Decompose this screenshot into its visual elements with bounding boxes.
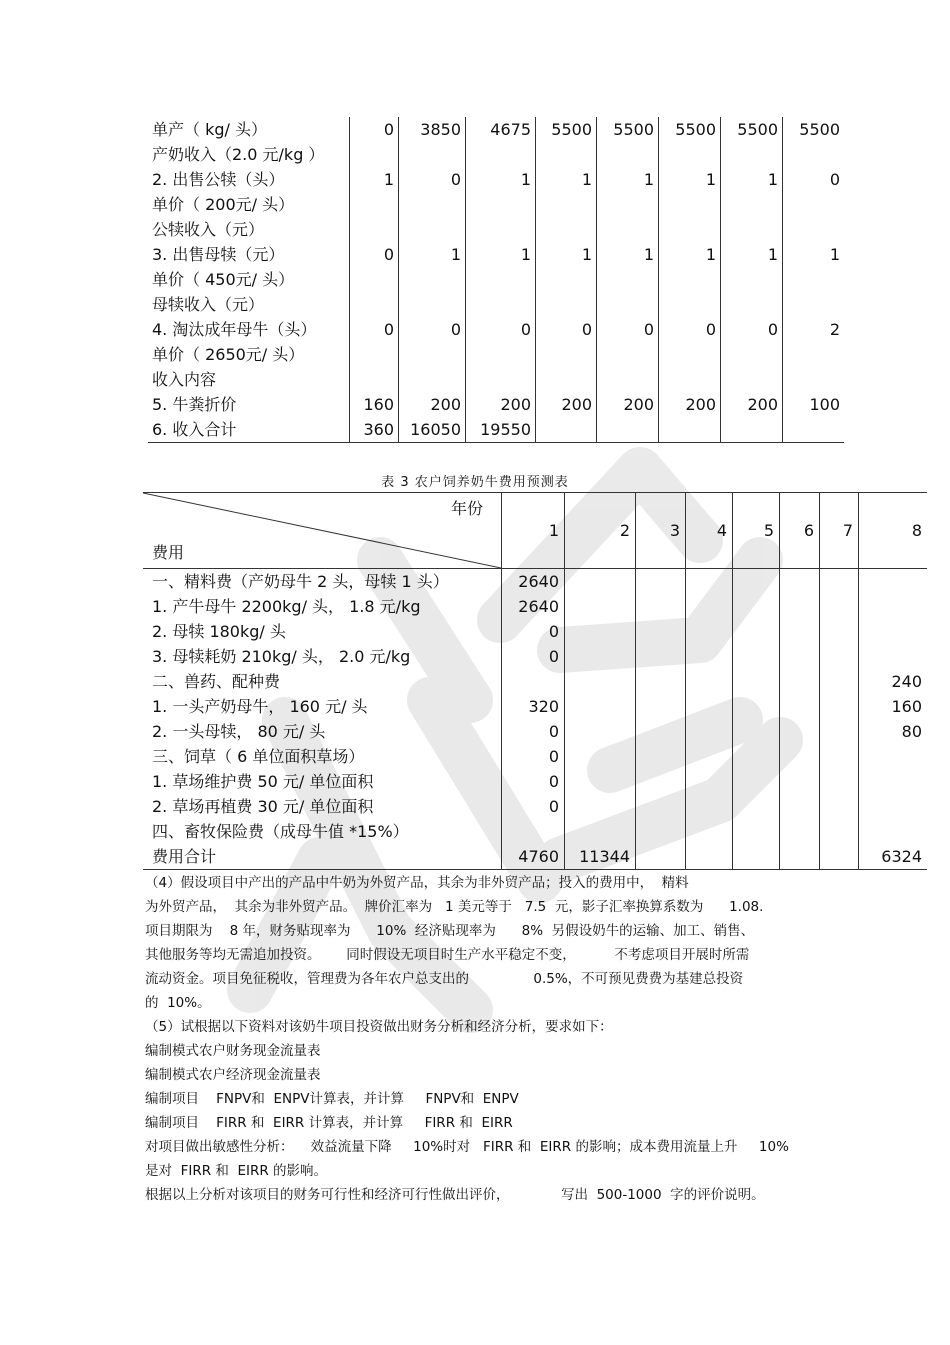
cost-cell (565, 769, 636, 794)
cost-cell (859, 819, 928, 844)
income-cell (466, 192, 536, 217)
income-cell: 200 (399, 392, 466, 417)
income-cell (597, 367, 659, 392)
cost-row-label: 三、饲草（ 6 单位面积草场） (152, 747, 365, 766)
income-cell: 0 (399, 317, 466, 342)
income-cell (783, 267, 845, 292)
cost-cell (859, 619, 928, 644)
cost-table-caption: 表 3 农户饲养奶牛费用预测表 (381, 475, 569, 490)
cost-row (143, 769, 927, 794)
year-header-cell: 1 (502, 493, 565, 569)
income-cell (536, 367, 597, 392)
cost-cell (859, 594, 928, 619)
cost-cell (820, 669, 859, 694)
income-cell (597, 417, 659, 443)
income-cell: 200 (536, 392, 597, 417)
cost-cell (502, 669, 565, 694)
income-cell (399, 367, 466, 392)
cost-row-label: 四、畜牧保险费（成母牛值 *15%） (152, 822, 409, 841)
cost-cell (636, 819, 686, 844)
cost-cell: 0 (502, 644, 565, 669)
cost-cell (686, 844, 733, 870)
cost-row-label: 1. 草场维护费 50 元/ 单位面积 (152, 772, 374, 791)
year-header-cell: 7 (820, 493, 859, 569)
cost-row-label: 2. 一头母犊， 80 元/ 头 (152, 722, 326, 741)
cost-cell (636, 669, 686, 694)
income-cell (536, 292, 597, 317)
income-cell: 0 (536, 317, 597, 342)
cost-table-header (143, 493, 927, 569)
cost-row-label: 2. 母犊 180kg/ 头 (152, 622, 286, 641)
income-row-label: 产奶收入（2.0 元/kg ） (152, 145, 325, 164)
cost-cell (733, 844, 780, 870)
cost-cell (820, 569, 859, 595)
income-cell (399, 292, 466, 317)
income-cell: 3850 (399, 117, 466, 142)
income-cell (350, 192, 399, 217)
cost-cell (733, 819, 780, 844)
income-cell (783, 192, 845, 217)
income-cell (466, 267, 536, 292)
income-cell (466, 292, 536, 317)
income-cell (536, 192, 597, 217)
income-cell (721, 142, 783, 167)
cost-cell: 0 (502, 744, 565, 769)
income-cell (399, 192, 466, 217)
income-cell: 0 (659, 317, 721, 342)
income-cell (466, 142, 536, 167)
cost-cell (780, 819, 820, 844)
cost-cell (686, 669, 733, 694)
income-cell: 0 (350, 117, 399, 142)
income-row (148, 167, 844, 192)
income-row (148, 267, 844, 292)
cost-cell (780, 769, 820, 794)
cost-cell (820, 794, 859, 819)
cost-row-label: 1. 产牛母牛 2200kg/ 头， 1.8 元/kg (152, 597, 421, 616)
income-row (148, 342, 844, 367)
income-cell (659, 142, 721, 167)
income-cell: 0 (783, 167, 845, 192)
cost-row (143, 619, 927, 644)
cost-cell (733, 669, 780, 694)
cost-cell (636, 844, 686, 870)
cost-cell (780, 844, 820, 870)
income-cell (659, 342, 721, 367)
cost-row (143, 844, 927, 870)
text-line: 编制项目 FIRR 和 EIRR 计算表，并计算 FIRR 和 EIRR (145, 1115, 513, 1131)
cost-cell (820, 619, 859, 644)
income-row (148, 117, 844, 142)
income-cell (597, 217, 659, 242)
cost-cell (780, 619, 820, 644)
cost-row (143, 694, 927, 719)
year-header-cell: 3 (636, 493, 686, 569)
income-cell: 1 (536, 242, 597, 267)
cost-cell (780, 644, 820, 669)
cost-cell (780, 794, 820, 819)
cost-row (143, 744, 927, 769)
text-line: 项目期限为 8 年，财务贴现率为 10% 经济贴现率为 8% 另假设奶牛的运输、加工、销售、 (145, 923, 755, 939)
income-row (148, 292, 844, 317)
income-cell (536, 417, 597, 443)
cost-cell (565, 569, 636, 595)
text-line: 根据以上分析对该项目的财务可行性和经济可行性做出评价， 写出 500-1000 字的评价说明。 (145, 1187, 765, 1203)
cost-row-label: 3. 母犊耗奶 210kg/ 头， 2.0 元/kg (152, 647, 411, 666)
income-row-label: 单产（ kg/ 头） (152, 120, 267, 139)
income-cell (597, 142, 659, 167)
cost-cell: 0 (502, 619, 565, 644)
cost-row-label: 二、兽药、配种费 (152, 672, 281, 691)
income-cell (597, 292, 659, 317)
income-cell (783, 342, 845, 367)
income-row-label: 收入内容 (152, 370, 217, 389)
income-cell (350, 267, 399, 292)
income-cell (350, 217, 399, 242)
cost-cell: 4760 (502, 844, 565, 870)
cost-cell (733, 744, 780, 769)
cost-cell (859, 794, 928, 819)
cost-cell (859, 644, 928, 669)
diagonal-line (143, 493, 501, 568)
income-cell: 5500 (721, 117, 783, 142)
cost-cell (780, 719, 820, 744)
income-cell: 5500 (536, 117, 597, 142)
cost-cell: 6324 (859, 844, 928, 870)
diagonal-header-cell (143, 493, 502, 569)
income-cell (721, 417, 783, 443)
income-cell (350, 142, 399, 167)
cost-cell (733, 594, 780, 619)
income-cell (659, 267, 721, 292)
cost-row-label: 2. 草场再植费 30 元/ 单位面积 (152, 797, 374, 816)
income-row (148, 217, 844, 242)
income-cell: 2 (783, 317, 845, 342)
text-line: 对项目做出敏感性分析： 效益流量下降 10%时对 FIRR 和 EIRR 的影响；成本费用流量上升 10% (145, 1139, 789, 1155)
cost-cell: 0 (502, 769, 565, 794)
income-cell (783, 292, 845, 317)
cost-cell (820, 819, 859, 844)
income-cell: 1 (466, 242, 536, 267)
header-cost-label: 费用 (152, 543, 185, 562)
text-line: 为外贸产品， 其余为非外贸产品。 牌价汇率为 1 美元等于 7.5 元，影子汇率换算系数为 1.08. (145, 899, 764, 915)
income-cell: 1 (721, 242, 783, 267)
text-line: 的 10%。 (145, 995, 211, 1011)
income-row-label: 6. 收入合计 (148, 417, 350, 443)
cost-cell: 11344 (565, 844, 636, 870)
income-cell: 200 (659, 392, 721, 417)
cost-cell (686, 794, 733, 819)
cost-cell (636, 719, 686, 744)
income-cell (721, 267, 783, 292)
income-cell: 160 (350, 392, 399, 417)
income-row (148, 242, 844, 267)
cost-cell (780, 744, 820, 769)
cost-cell (686, 594, 733, 619)
cost-cell (733, 719, 780, 744)
income-cell (399, 217, 466, 242)
income-row-label: 母犊收入（元） (152, 295, 265, 314)
income-cell (536, 217, 597, 242)
cost-cell (733, 569, 780, 595)
cost-cell (686, 769, 733, 794)
cost-cell: 80 (859, 719, 928, 744)
cost-cell (565, 719, 636, 744)
income-cell (721, 367, 783, 392)
income-row-label: 单价（ 2650元/ 头） (152, 345, 305, 364)
cost-cell (636, 694, 686, 719)
cost-cell (565, 619, 636, 644)
text-line: 流动资金。项目免征税收，管理费为各年农户总支出的 0.5%，不可预见费费为基建总投资 (145, 971, 744, 987)
cost-cell (820, 719, 859, 744)
cost-cell (686, 619, 733, 644)
year-header-cell: 6 (780, 493, 820, 569)
cost-row (143, 669, 927, 694)
income-cell (721, 217, 783, 242)
cost-cell (820, 744, 859, 769)
income-cell (659, 417, 721, 443)
cost-cell: 0 (502, 794, 565, 819)
income-cell (399, 142, 466, 167)
income-cell: 1 (659, 167, 721, 192)
income-cell (659, 292, 721, 317)
cost-row (143, 569, 927, 595)
cost-cell (565, 819, 636, 844)
income-cell (350, 367, 399, 392)
income-row (148, 192, 844, 217)
cost-cell (820, 769, 859, 794)
cost-cell (565, 744, 636, 769)
income-cell: 1 (783, 242, 845, 267)
cost-row (143, 594, 927, 619)
income-cell: 0 (350, 317, 399, 342)
income-cell: 1 (399, 242, 466, 267)
text-line: （4）假设项目中产出的产品中牛奶为外贸产品，其余为非外贸产品；投入的费用中， 精料 (145, 875, 689, 891)
cost-table (143, 492, 927, 870)
income-cell: 100 (783, 392, 845, 417)
text-line: 其他服务等均无需追加投资。 同时假设无项目时生产水平稳定不变， 不考虑项目开展时所需 (145, 947, 750, 963)
cost-cell: 320 (502, 694, 565, 719)
cost-cell (565, 644, 636, 669)
income-cell: 0 (721, 317, 783, 342)
income-cell: 1 (721, 167, 783, 192)
cost-cell (636, 569, 686, 595)
cost-cell (686, 644, 733, 669)
cost-cell (820, 594, 859, 619)
income-cell: 1 (536, 167, 597, 192)
income-cell: 19550 (466, 417, 536, 443)
cost-cell (859, 769, 928, 794)
cost-cell (565, 694, 636, 719)
text-line: （5）试根据以下资料对该奶牛项目投资做出财务分析和经济分析，要求如下： (145, 1019, 613, 1035)
income-row (148, 317, 844, 342)
income-row-label: 单价（ 450元/ 头） (152, 270, 295, 289)
text-line: 是对 FIRR 和 EIRR 的影响。 (145, 1163, 328, 1179)
cost-row (143, 794, 927, 819)
cost-row-label: 一、精料费（产奶母牛 2 头，母犊 1 头） (152, 572, 449, 591)
cost-cell (780, 594, 820, 619)
income-cell (721, 192, 783, 217)
income-cell (536, 342, 597, 367)
cost-cell (636, 744, 686, 769)
income-cell: 200 (466, 392, 536, 417)
income-cell (783, 217, 845, 242)
cost-cell (686, 719, 733, 744)
income-cell (783, 367, 845, 392)
cost-cell (686, 819, 733, 844)
header-year-label: 年份 (450, 499, 483, 518)
income-cell (597, 192, 659, 217)
year-header-cell: 2 (565, 493, 636, 569)
income-cell (536, 142, 597, 167)
year-header-cell: 8 (859, 493, 928, 569)
year-header-cell: 4 (686, 493, 733, 569)
cost-cell (733, 694, 780, 719)
income-cell: 4675 (466, 117, 536, 142)
text-line: 编制项目 FNPV和 ENPV计算表，并计算 FNPV和 ENPV (145, 1091, 519, 1107)
income-cell: 200 (721, 392, 783, 417)
cost-cell (686, 694, 733, 719)
cost-cell (565, 669, 636, 694)
cost-cell (733, 619, 780, 644)
cost-cell: 160 (859, 694, 928, 719)
cost-cell (733, 644, 780, 669)
income-cell (659, 367, 721, 392)
income-cell: 1 (659, 242, 721, 267)
income-cell: 1 (597, 167, 659, 192)
cost-cell (733, 794, 780, 819)
income-row-label: 2. 出售公犊（头） (152, 170, 285, 189)
cost-cell (820, 694, 859, 719)
income-row (148, 417, 844, 443)
income-cell: 200 (597, 392, 659, 417)
income-cell: 0 (466, 317, 536, 342)
cost-cell (502, 819, 565, 844)
income-row (148, 367, 844, 392)
income-cell (466, 342, 536, 367)
cost-cell (820, 644, 859, 669)
income-cell (783, 142, 845, 167)
cost-cell: 2640 (502, 569, 565, 595)
cost-cell (636, 769, 686, 794)
income-cell (466, 367, 536, 392)
income-cell: 360 (350, 417, 399, 443)
income-cell: 1 (350, 167, 399, 192)
income-cell (399, 267, 466, 292)
income-row-label: 单价（ 200元/ 头） (152, 195, 295, 214)
cost-row-label: 费用合计 (143, 844, 502, 870)
cost-cell: 0 (502, 719, 565, 744)
income-row-label: 公犊收入（元） (152, 220, 265, 239)
income-cell (721, 342, 783, 367)
income-row-label: 5. 牛粪折价 (152, 395, 237, 414)
income-cell (399, 342, 466, 367)
cost-cell (686, 569, 733, 595)
cost-cell: 2640 (502, 594, 565, 619)
income-cell (659, 217, 721, 242)
cost-cell (636, 644, 686, 669)
income-cell: 5500 (659, 117, 721, 142)
income-cell: 16050 (399, 417, 466, 443)
cost-cell (733, 769, 780, 794)
income-cell: 1 (466, 167, 536, 192)
cost-cell (859, 569, 928, 595)
cost-cell (636, 594, 686, 619)
income-cell: 0 (597, 317, 659, 342)
year-header-cell: 5 (733, 493, 780, 569)
cost-cell (780, 569, 820, 595)
cost-row (143, 719, 927, 744)
income-cell (350, 342, 399, 367)
income-row (148, 142, 844, 167)
income-cell (597, 267, 659, 292)
cost-cell (636, 619, 686, 644)
cost-cell (636, 794, 686, 819)
cost-cell (820, 844, 859, 870)
income-row-label: 3. 出售母犊（元） (152, 245, 285, 264)
cost-row (143, 644, 927, 669)
cost-cell (686, 744, 733, 769)
income-cell (783, 417, 845, 443)
cost-cell (565, 594, 636, 619)
income-cell: 5500 (783, 117, 845, 142)
income-cell (466, 217, 536, 242)
cost-cell (859, 744, 928, 769)
cost-cell (565, 794, 636, 819)
cost-cell (780, 694, 820, 719)
cost-cell (780, 669, 820, 694)
income-cell: 1 (597, 242, 659, 267)
income-cell (597, 342, 659, 367)
cost-row-label: 1. 一头产奶母牛， 160 元/ 头 (152, 697, 368, 716)
income-row-label: 4. 淘汰成年母牛（头） (152, 320, 317, 339)
income-row (148, 392, 844, 417)
income-cell (350, 292, 399, 317)
income-cell (721, 292, 783, 317)
text-line: 编制模式农户经济现金流量表 (145, 1067, 321, 1083)
income-cell (536, 267, 597, 292)
text-line: 编制模式农户财务现金流量表 (145, 1043, 321, 1059)
income-table (148, 117, 844, 443)
income-cell: 0 (399, 167, 466, 192)
cost-row (143, 819, 927, 844)
cost-cell: 240 (859, 669, 928, 694)
assumptions-text (145, 871, 825, 1207)
income-cell (659, 192, 721, 217)
income-cell: 0 (350, 242, 399, 267)
income-cell: 5500 (597, 117, 659, 142)
